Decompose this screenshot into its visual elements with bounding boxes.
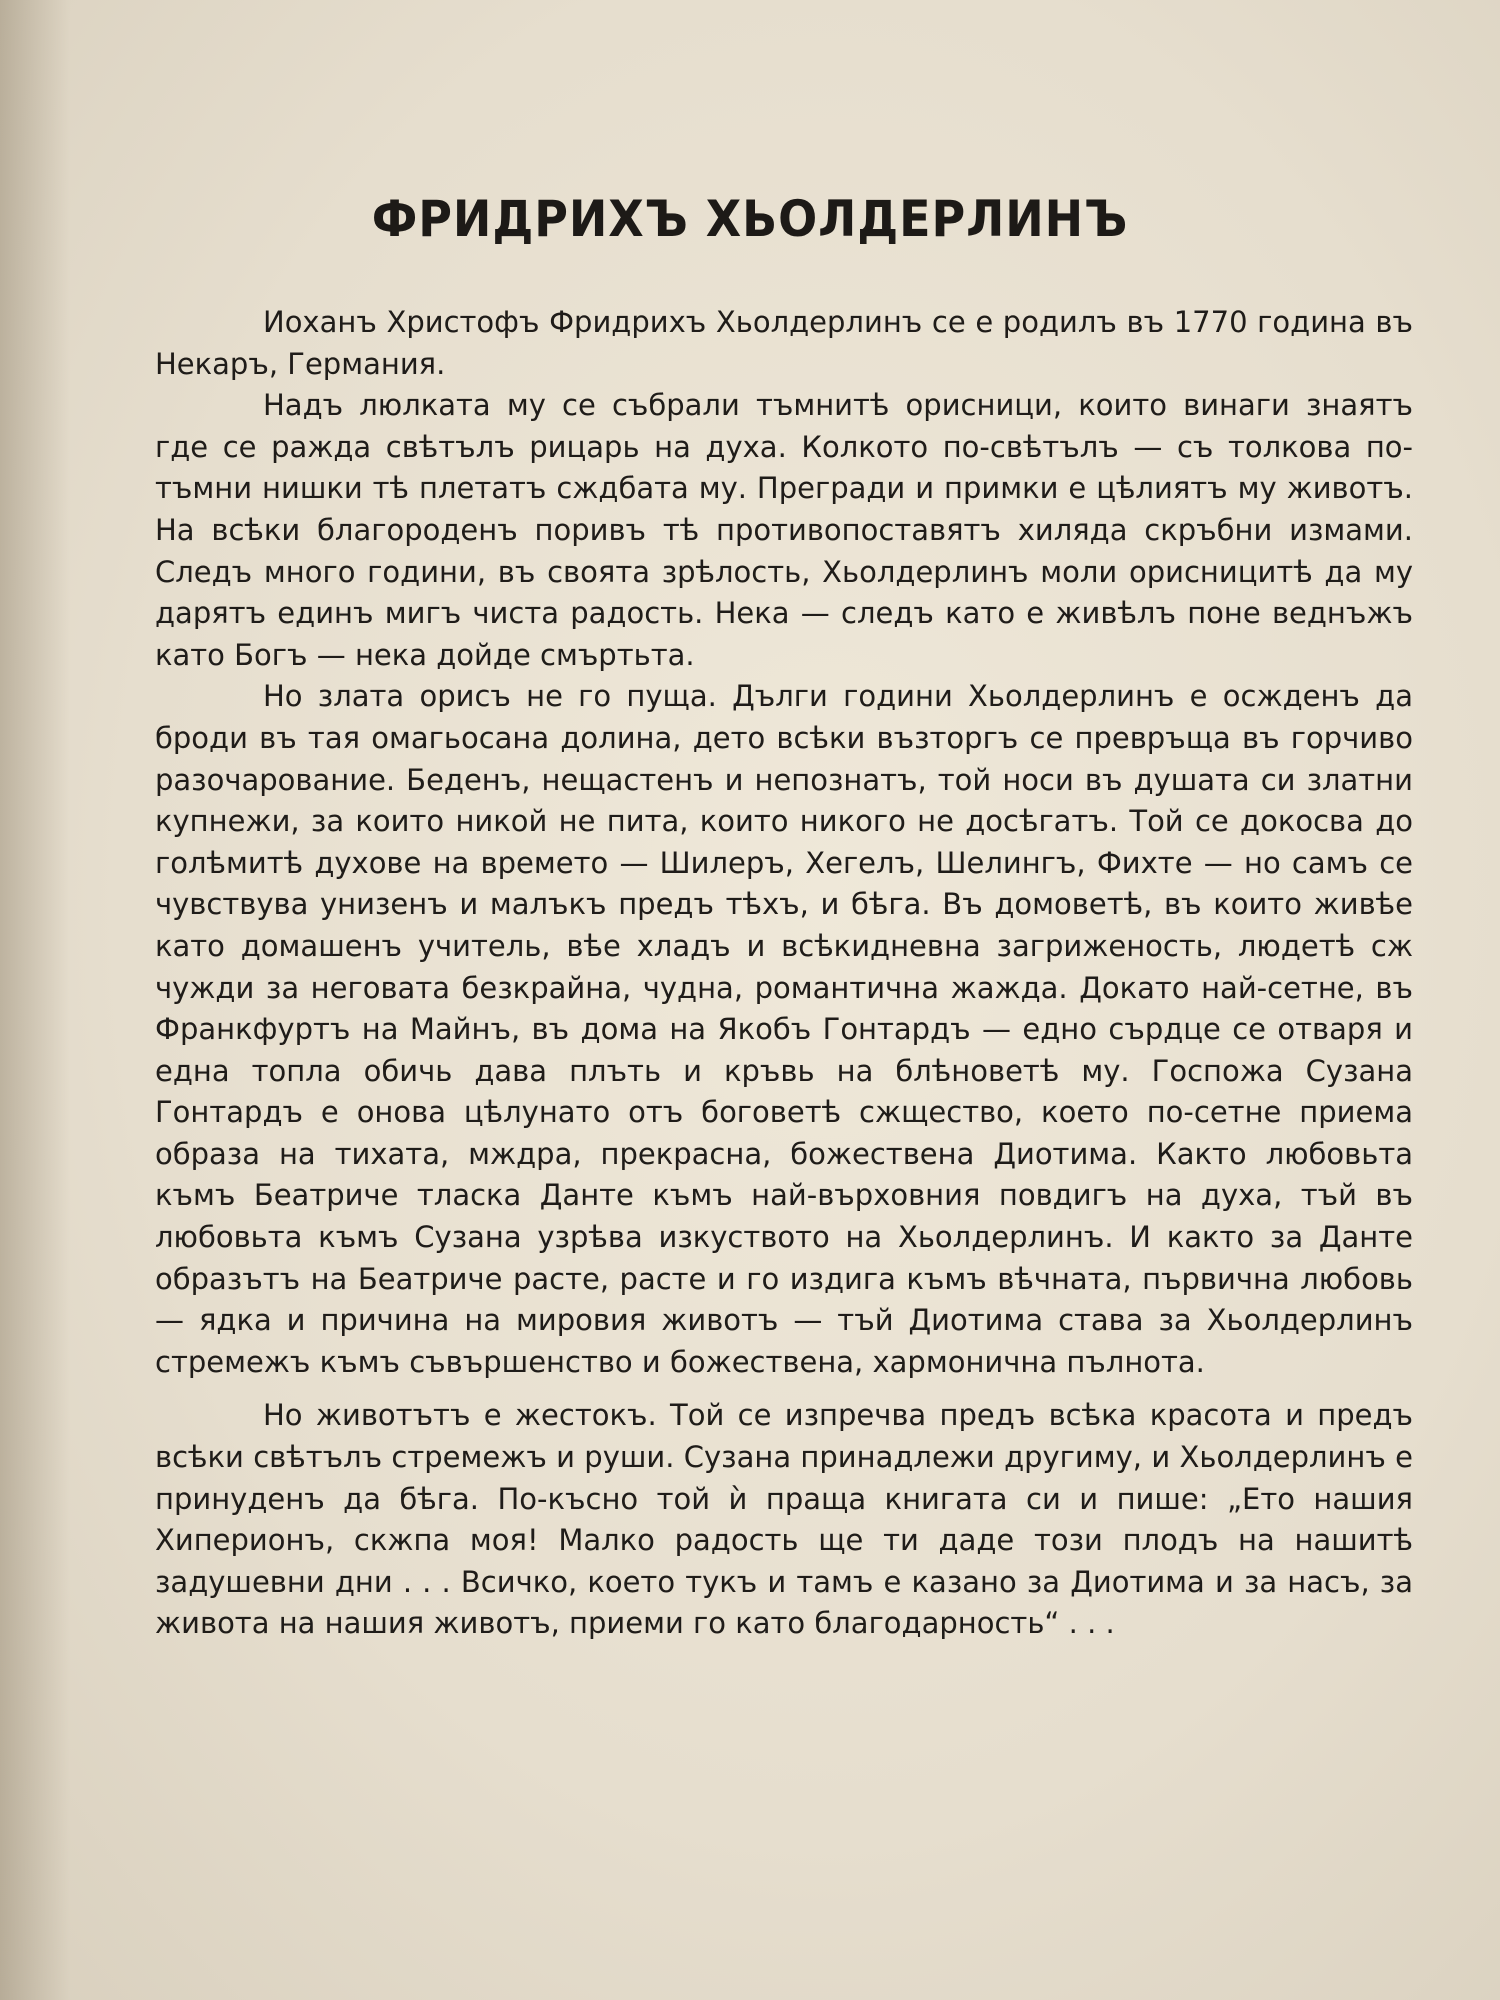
- chapter-title: ФРИДРИХЪ ХЬОЛДЕРЛИНЪ: [371, 190, 1129, 248]
- spine-shadow: [0, 0, 70, 2000]
- paragraph-birth: Иоханъ Христофъ Фридрихъ Хьолдерлинъ се е родилъ въ 1770 година въ Некаръ, Германия.: [155, 305, 1413, 381]
- paragraph-diotima: Но злата орисъ не го пуща. Дълги години Хьолдерлинъ е осжденъ да броди въ тая омагьосана долина, дето всѣки възторгъ се превръща въ горчиво разочарование. Беденъ, нещастенъ и непознатъ, той носи въ душата си златни купнежи, за които никой не пита, които никого не досѣгатъ. Той се докосва до голѣмитѣ духове на времето — Шилеръ, Хегелъ, Шелингъ, Фихте — но самъ се чувствува унизенъ и малъкъ предъ тѣхъ, и бѣга. Въ домоветѣ, въ които живѣе като домашенъ учитель, вѣе хладъ и всѣкидневна загриженость, людетѣ сж чужди за неговата безкрайна, чудна, романтична жажда. Докато най-сетне, въ Франкфуртъ на Майнъ, въ дома на Якобъ Гонтардъ — едно сърдце се отваря и една топла обичь дава плъть и кръвь на блѣноветѣ му. Госпожа Сузана Гонтардъ е онова цѣлунато отъ боговетѣ сжщество, което по-сетне приема образа на тихата, мждра, прекрасна, божествена Диотима. Както любовьта къмъ Беатриче тласка Данте къмъ най-върховния повдигъ на духа, тъй въ любовьта къмъ Сузана узрѣва изкуството на Хьолдерлинъ. И както за Данте образътъ на Беатриче расте, расте и го издига къмъ вѣчната, първична любовь — ядка и причина на мировия животъ — тъй Диотима става за Хьолдерлинъ стремежъ къмъ съвършенство и божествена, хармонична пълнота.: [155, 679, 1413, 1379]
- body-text: [155, 302, 1413, 1645]
- paragraph-life-is-cruel: Но животътъ е жестокъ. Той се изпречва предъ всѣка красота и предъ всѣки свѣтълъ стремежъ и руши. Сузана принадлежи другиму, и Хьолдерлинъ е принуденъ да бѣга. По-късно той ѝ праща книгата си и пише: „Ето нашия Хиперионъ, скжпа моя! Малко радость ще ти даде този плодъ на нашитѣ задушевни дни . . . Всичко, което тукъ и тамъ е казано за Диотима и за насъ, за живота на нашия животъ, приеми го като благодарность“ . . .: [155, 1398, 1413, 1641]
- paragraph-fates: Надъ люлката му се събрали тъмнитѣ орисници, които винаги знаятъ где се ражда свѣтълъ рицарь на духа. Колкото по-свѣтълъ — съ толкова по-тъмни нишки тѣ плетатъ сждбата му. Прегради и примки е цѣлиятъ му животъ. На всѣки благороденъ поривъ тѣ противопоставятъ хиляда скръбни измами. Следъ много години, въ своята зрѣлость, Хьолдерлинъ моли орисницитѣ да му дарятъ единъ мигъ чиста радость. Нека — следъ като е живѣлъ поне веднъжъ като Богъ — нека дойде смъртьта.: [155, 388, 1413, 672]
